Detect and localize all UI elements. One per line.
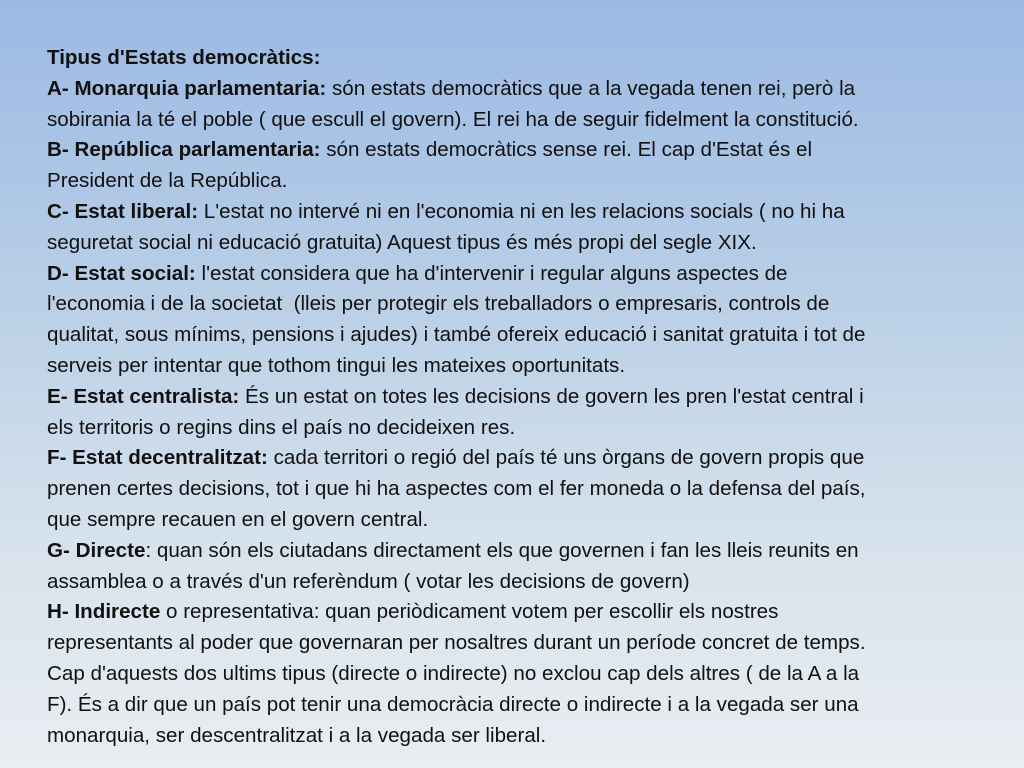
closing-text-2: F). És a dir que un país pot tenir una democràcia directe o indirecte i a la vegada ser una bbox=[47, 692, 859, 716]
item-b-label: B- República parlamentaria: bbox=[47, 138, 321, 162]
item-e-label: E- Estat centralista: bbox=[47, 384, 240, 408]
item-f-line-3 bbox=[47, 505, 997, 536]
item-g-line-2 bbox=[47, 567, 997, 598]
item-f-text-1: cada territori o regió del país té uns òrgans de govern propis que bbox=[267, 446, 865, 470]
slide-body bbox=[47, 43, 997, 751]
item-f-line-1 bbox=[47, 443, 997, 474]
title-line bbox=[47, 43, 997, 74]
closing-line-2 bbox=[47, 690, 997, 721]
item-b-line-1 bbox=[47, 135, 997, 166]
closing-text-1: Cap d'aquests dos ultims tipus (directe o indirecte) no exclou cap dels altres ( de la A a la bbox=[47, 661, 860, 685]
item-a-text-1: són estats democràtics que a la vegada tenen rei, però la bbox=[326, 76, 856, 100]
item-e-line-2 bbox=[47, 413, 997, 444]
slide-title: Tipus d'Estats democràtics: bbox=[47, 46, 321, 69]
item-f-label: F- Estat decentralitzat: bbox=[47, 446, 268, 470]
item-h-text-2: representants al poder que governaran per nosaltres durant un període concret de temps. bbox=[47, 631, 866, 655]
item-c-text-2: seguretat social ni educació gratuita) Aquest tipus és més propi del segle XIX. bbox=[47, 230, 757, 254]
item-a-line-1 bbox=[47, 74, 997, 105]
item-d-line-2 bbox=[47, 289, 997, 320]
closing-line-3 bbox=[47, 721, 997, 752]
item-d-label: D- Estat social: bbox=[47, 261, 196, 285]
item-c-label: C- Estat liberal: bbox=[47, 199, 199, 223]
closing-text-3: monarquia, ser descentralitzat i a la vegada ser liberal. bbox=[47, 723, 547, 747]
item-f-text-3: que sempre recauen en el govern central. bbox=[47, 507, 429, 531]
item-d-text-1: l'estat considera que ha d'intervenir i regular alguns aspectes de bbox=[195, 261, 788, 285]
item-g-text-2: assamblea o a través d'un referèndum ( votar les decisions de govern) bbox=[47, 569, 690, 593]
item-d-text-2: l'economia i de la societat (lleis per protegir els treballadors o empresaris, controls de bbox=[47, 292, 830, 316]
item-a-label: A- Monarquia parlamentaria: bbox=[47, 76, 327, 100]
item-g-text-1: : quan són els ciutadans directament els que governen i fan les lleis reunits en bbox=[145, 538, 859, 562]
item-g-label: G- Directe bbox=[47, 538, 146, 562]
item-h-line-1 bbox=[47, 597, 997, 628]
item-e-text-1: És un estat on totes les decisions de govern les pren l'estat central i bbox=[239, 384, 864, 408]
item-d-text-4: serveis per intentar que tothom tingui les mateixes oportunitats. bbox=[47, 353, 626, 377]
item-h-text-1: o representativa: quan periòdicament votem per escollir els nostres bbox=[160, 600, 779, 624]
item-a-line-2 bbox=[47, 105, 997, 136]
item-h-label: H- Indirecte bbox=[47, 600, 161, 624]
item-c-text-1: L'estat no intervé ni en l'economia ni en les relacions socials ( no hi ha bbox=[198, 199, 845, 223]
item-b-text-1: són estats democràtics sense rei. El cap d'Estat és el bbox=[320, 138, 813, 162]
item-h-line-2 bbox=[47, 628, 997, 659]
item-b-line-2 bbox=[47, 166, 997, 197]
item-c-line-1 bbox=[47, 197, 997, 228]
item-f-line-2 bbox=[47, 474, 997, 505]
item-d-text-3: qualitat, sous mínims, pensions i ajudes) i també ofereix educació i sanitat gratuita i tot de bbox=[47, 323, 866, 347]
item-b-text-2: President de la República. bbox=[47, 169, 288, 193]
item-a-text-2: sobirania la té el poble ( que escull el govern). El rei ha de seguir fidelment la constitució. bbox=[47, 107, 859, 131]
item-d-line-4 bbox=[47, 351, 997, 382]
item-g-line-1 bbox=[47, 536, 997, 567]
item-e-line-1 bbox=[47, 382, 997, 413]
item-e-text-2: els territoris o regins dins el país no decideixen res. bbox=[47, 415, 516, 439]
closing-line-1 bbox=[47, 659, 997, 690]
item-f-text-2: prenen certes decisions, tot i que hi ha aspectes com el fer moneda o la defensa del país, bbox=[47, 477, 866, 501]
item-d-line-3 bbox=[47, 320, 997, 351]
item-d-line-1 bbox=[47, 259, 997, 290]
item-c-line-2 bbox=[47, 228, 997, 259]
